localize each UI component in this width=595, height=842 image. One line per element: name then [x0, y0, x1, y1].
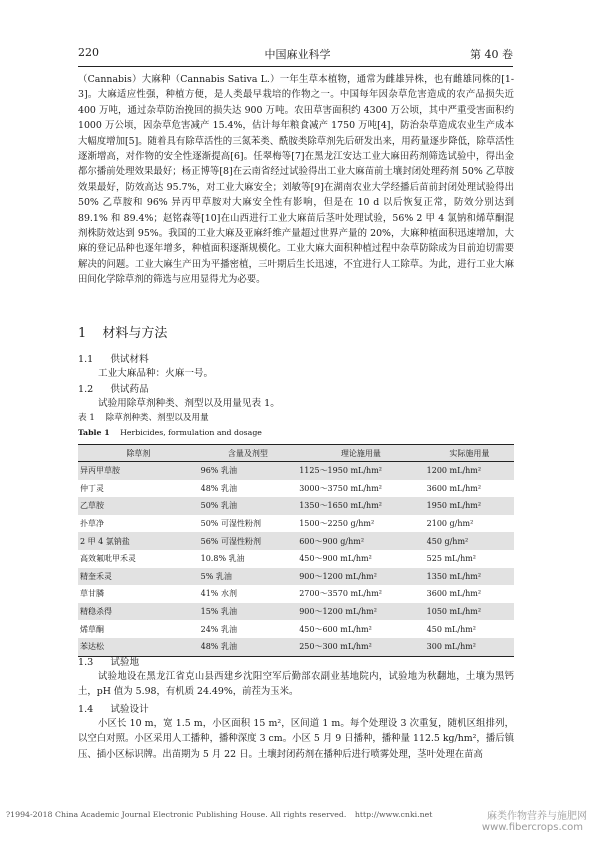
header-actual-dose: 实际施用量 [425, 445, 514, 462]
subsection-1-1-text: 工业大麻品种：火麻一号。 [98, 368, 214, 379]
page-number: 220 [78, 46, 99, 59]
table-header-row [78, 445, 514, 462]
journal-title: 中国麻业科学 [264, 48, 331, 61]
table-row [78, 480, 514, 498]
cell-formulation: 50% 乳油 [199, 497, 298, 515]
cell-herbicide: 扑草净 [78, 515, 199, 533]
table-label-en: Table 1 [78, 428, 110, 437]
header-theoretical-dose: 理论施用量 [297, 445, 424, 462]
cell-actual: 450 mL/hm² [425, 620, 514, 638]
cell-theoretical: 250～300 mL/hm² [297, 638, 424, 656]
cell-theoretical: 900～1200 mL/hm² [297, 568, 424, 586]
cell-formulation: 48% 乳油 [199, 638, 298, 656]
table-row [78, 620, 514, 638]
subsection-number: 1.4 [78, 704, 94, 715]
table-row [78, 585, 514, 603]
cell-actual: 1350 mL/hm² [425, 568, 514, 586]
table-row [78, 497, 514, 515]
cell-herbicide: 草甘膦 [78, 585, 199, 603]
subsection-number: 1.1 [78, 354, 94, 365]
subsection-1-1-heading [78, 351, 149, 365]
cell-formulation: 50% 可湿性粉剂 [199, 515, 298, 533]
cell-theoretical: 1500～2250 g/hm² [297, 515, 424, 533]
section-number: 1 [78, 326, 87, 341]
table-row [78, 532, 514, 550]
cell-formulation: 56% 可湿性粉剂 [199, 532, 298, 550]
cell-actual: 450 g/hm² [425, 532, 514, 550]
subsection-1-2-text: 试验用除草剂种类、剂型以及用量见表 1。 [98, 398, 280, 409]
table-caption-en [78, 428, 262, 437]
table-caption-cn [78, 411, 209, 423]
cell-herbicide: 烯草酮 [78, 620, 199, 638]
subsection-1-4-paragraph: 小区长 10 m，宽 1.5 m，小区面积 15 m²，区间道 1 m。每个处理设 3 次重复，随机区组排列，以空白对照。小区采用人工播种，播种深度 3 cm。小区 5 月 9 日播种，播种量 112.5 kg/hm²，播后镇压、插小区标识牌。出苗期为 5 月 22 日。土壤封闭药剂在播种后进行喷雾处理，茎叶处理在苗高 [78, 718, 514, 760]
subsection-1-4-text [78, 716, 514, 762]
header-rule [78, 66, 513, 67]
cell-herbicide: 2 甲 4 氯钠盐 [78, 532, 199, 550]
intro-text: （Cannabis）大麻种（Cannabis Sativa L.）一年生草本植物，通常为雌雄异株，也有雌雄同株的[1-3]。大麻适应性强，种植方便，是人类最早栽培的作物之一。中国每年因杂草危害造成的农产品损失近 400 万吨，通过杂草防治挽回的损失达 900 万吨。农田草害面积约 4300 万公顷，其中严重受害面积约 1000 万公顷，因杂草危害减产 15.4%，估计每年粮食减产 1750 万吨[4]，防治杂草造成农业生产成本大幅度增加[5]。随着具有除草活性的三氮苯类、酰胺类除草剂先后研发出来，用药量逐步降低，除草活性逐渐增高，对作物的安全性逐渐提高[6]。任翠梅等[7]在黑龙江安达工业大麻田药剂筛选试验中，得出金都尔播前处理效果最好；杨正博等[8]在云南省经过试验得出工业大麻苗前土壤封闭处理药剂 50% 乙草胺效果最好，防效高达 95.7%，对工业大麻安全；刘敏等[9]在湖南农业大学经播后苗前封闭处理试验得出 50% 乙草胺和 96% 异丙甲草胺对大麻安全性有影响，但是在 10 d 以后恢复正常，防效分别达到 89.1% 和 89.4%；赵铭森等[10]在山西进行工业大麻苗后茎叶处理试验，56% 2 甲 4 氯钠和烯草酮混剂株防效达到 95%。我国的工业大麻及亚麻纤维产量超过世界产量的 20%，大麻种植面积迅速增加，大麻的登记品种也逐年增多，种植面积逐渐规模化。工业大麻大面积种植过程中杂草防除成为目前迫切需要解决的问题。工业大麻生产田为平播密植，三叶期后生长迅速，不宜进行人工除草。为此，进行工业大麻田间化学除草剂的筛选与应用显得尤为必要。 [78, 74, 514, 286]
cell-herbicide: 精奎禾灵 [78, 568, 199, 586]
cell-formulation: 15% 乳油 [199, 603, 298, 621]
table-row [78, 638, 514, 656]
subsection-title: 供试药品 [110, 384, 149, 395]
subsection-number: 1.2 [78, 384, 94, 395]
watermark-cn: 麻类作物营养与施肥网 [487, 811, 587, 822]
cell-herbicide: 异丙甲草胺 [78, 462, 199, 480]
cell-actual: 1950 mL/hm² [425, 497, 514, 515]
copyright-line [6, 810, 432, 819]
cell-actual: 3600 mL/hm² [425, 585, 514, 603]
watermark-url: www.fibercrops.com [481, 822, 583, 833]
cell-theoretical: 2700～3570 mL/hm² [297, 585, 424, 603]
table-row [78, 568, 514, 586]
cell-actual: 1200 mL/hm² [425, 462, 514, 480]
subsection-1-3-paragraph: 试验地设在黑龙江省克山县西建乡沈阳空军后勤部农副业基地院内，试验地为秋翻地，土壤为黑钙土，pH 值为 5.98，有机质 24.49%，前茬为玉米。 [78, 671, 514, 698]
cell-actual: 1050 mL/hm² [425, 603, 514, 621]
cell-herbicide: 仲丁灵 [78, 480, 199, 498]
cell-actual: 300 mL/hm² [425, 638, 514, 656]
cell-herbicide: 精稳杀得 [78, 603, 199, 621]
table-title-cn: 除草剂种类、剂型以及用量 [105, 413, 209, 423]
section-heading [78, 322, 167, 341]
table-title-en: Herbicides, formulation and dosage [120, 428, 262, 437]
table-row [78, 603, 514, 621]
cell-theoretical: 600～900 g/hm² [297, 532, 424, 550]
cell-formulation: 41% 水剂 [199, 585, 298, 603]
cell-theoretical: 450～600 mL/hm² [297, 620, 424, 638]
cell-actual: 525 mL/hm² [425, 550, 514, 568]
header-herbicide: 除草剂 [78, 445, 199, 462]
cell-formulation: 5% 乳油 [199, 568, 298, 586]
cell-actual: 2100 g/hm² [425, 515, 514, 533]
subsection-1-3-heading [78, 654, 139, 668]
table-label-cn: 表 1 [78, 413, 95, 423]
intro-paragraph [78, 72, 514, 288]
header-formulation: 含量及剂型 [199, 445, 298, 462]
volume-label: 第 40 卷 [470, 48, 513, 61]
copyright-text: ?1994-2018 China Academic Journal Electronic Publishing House. All rights reserved. [6, 810, 347, 819]
subsection-number: 1.3 [78, 657, 94, 668]
cell-theoretical: 900～1200 mL/hm² [297, 603, 424, 621]
section-title: 材料与方法 [102, 326, 168, 341]
cell-actual: 3600 mL/hm² [425, 480, 514, 498]
subsection-title: 供试材料 [110, 354, 149, 365]
cell-formulation: 48% 乳油 [199, 480, 298, 498]
cell-herbicide: 乙草胺 [78, 497, 199, 515]
cell-herbicide: 苯达松 [78, 638, 199, 656]
table-row [78, 515, 514, 533]
cell-theoretical: 3000～3750 mL/hm² [297, 480, 424, 498]
subsection-1-3-text [78, 669, 514, 700]
table-row [78, 462, 514, 480]
table-row [78, 550, 514, 568]
cell-theoretical: 1350～1650 mL/hm² [297, 497, 424, 515]
cell-formulation: 96% 乳油 [199, 462, 298, 480]
cnki-link[interactable]: http://www.cnki.net [354, 810, 433, 819]
subsection-title: 试验设计 [110, 704, 149, 715]
cell-theoretical: 450～900 mL/hm² [297, 550, 424, 568]
herbicide-table [78, 444, 514, 657]
cell-formulation: 10.8% 乳油 [199, 550, 298, 568]
cell-formulation: 24% 乳油 [199, 620, 298, 638]
subsection-1-2-heading [78, 381, 149, 395]
subsection-title: 试验地 [110, 657, 140, 668]
subsection-1-4-heading [78, 701, 149, 715]
cell-herbicide: 高效氟吡甲禾灵 [78, 550, 199, 568]
cell-theoretical: 1125～1950 mL/hm² [297, 462, 424, 480]
